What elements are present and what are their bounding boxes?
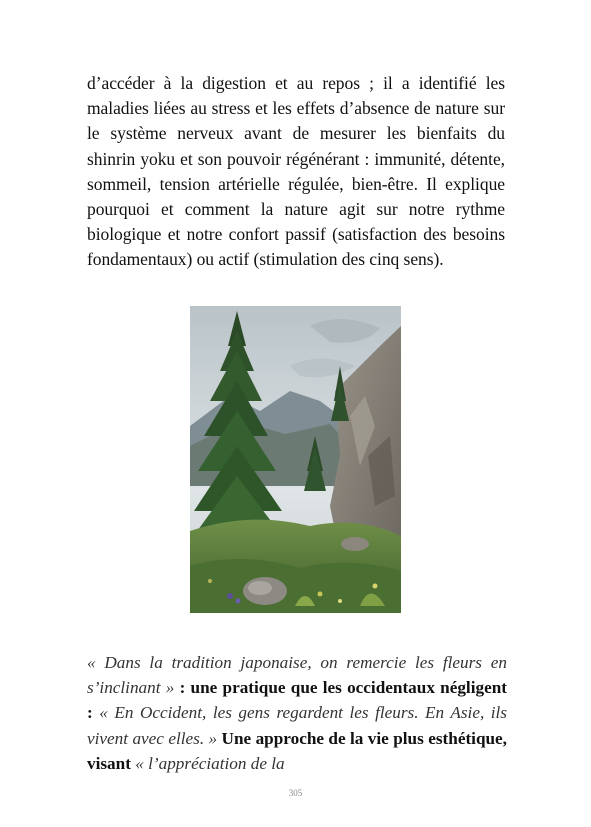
page-number: 305	[288, 788, 303, 798]
forest-landscape-illustration	[190, 306, 401, 613]
quote-3: « l’appréciation de la	[135, 753, 285, 773]
forest-photo	[190, 306, 401, 613]
quote-2: « En Occident, les gens regardent les fleurs. En Asie, ils vivent avec elles. »	[87, 703, 507, 748]
body-paragraph	[87, 71, 505, 273]
body-text: d’accéder à la digestion et au repos ; il a identifié les maladies liées au stress et les effets d’absence de nature sur le système nerveux avant de mesurer les bienfaits du shinrin yoku et son pouvoir régénérant : immunité, détente, sommeil, tension artérielle régulée, bien-être. Il explique pourquoi et comment la nature agit sur notre rythme biologique et notre confort passif (satisfaction des besoins fondamentaux) ou actif (stimulation des cinq sens).	[87, 73, 505, 270]
quote-connector-1: : une pratique que les occidentaux négligent :	[87, 678, 507, 723]
quote-1: « Dans la tradition japonaise, on remercie les fleurs en s’inclinant »	[87, 653, 507, 698]
quote-connector-2: Une approche de la vie plus esthétique, visant	[87, 728, 507, 773]
quote-paragraph	[87, 650, 507, 776]
quote-text	[87, 650, 507, 776]
